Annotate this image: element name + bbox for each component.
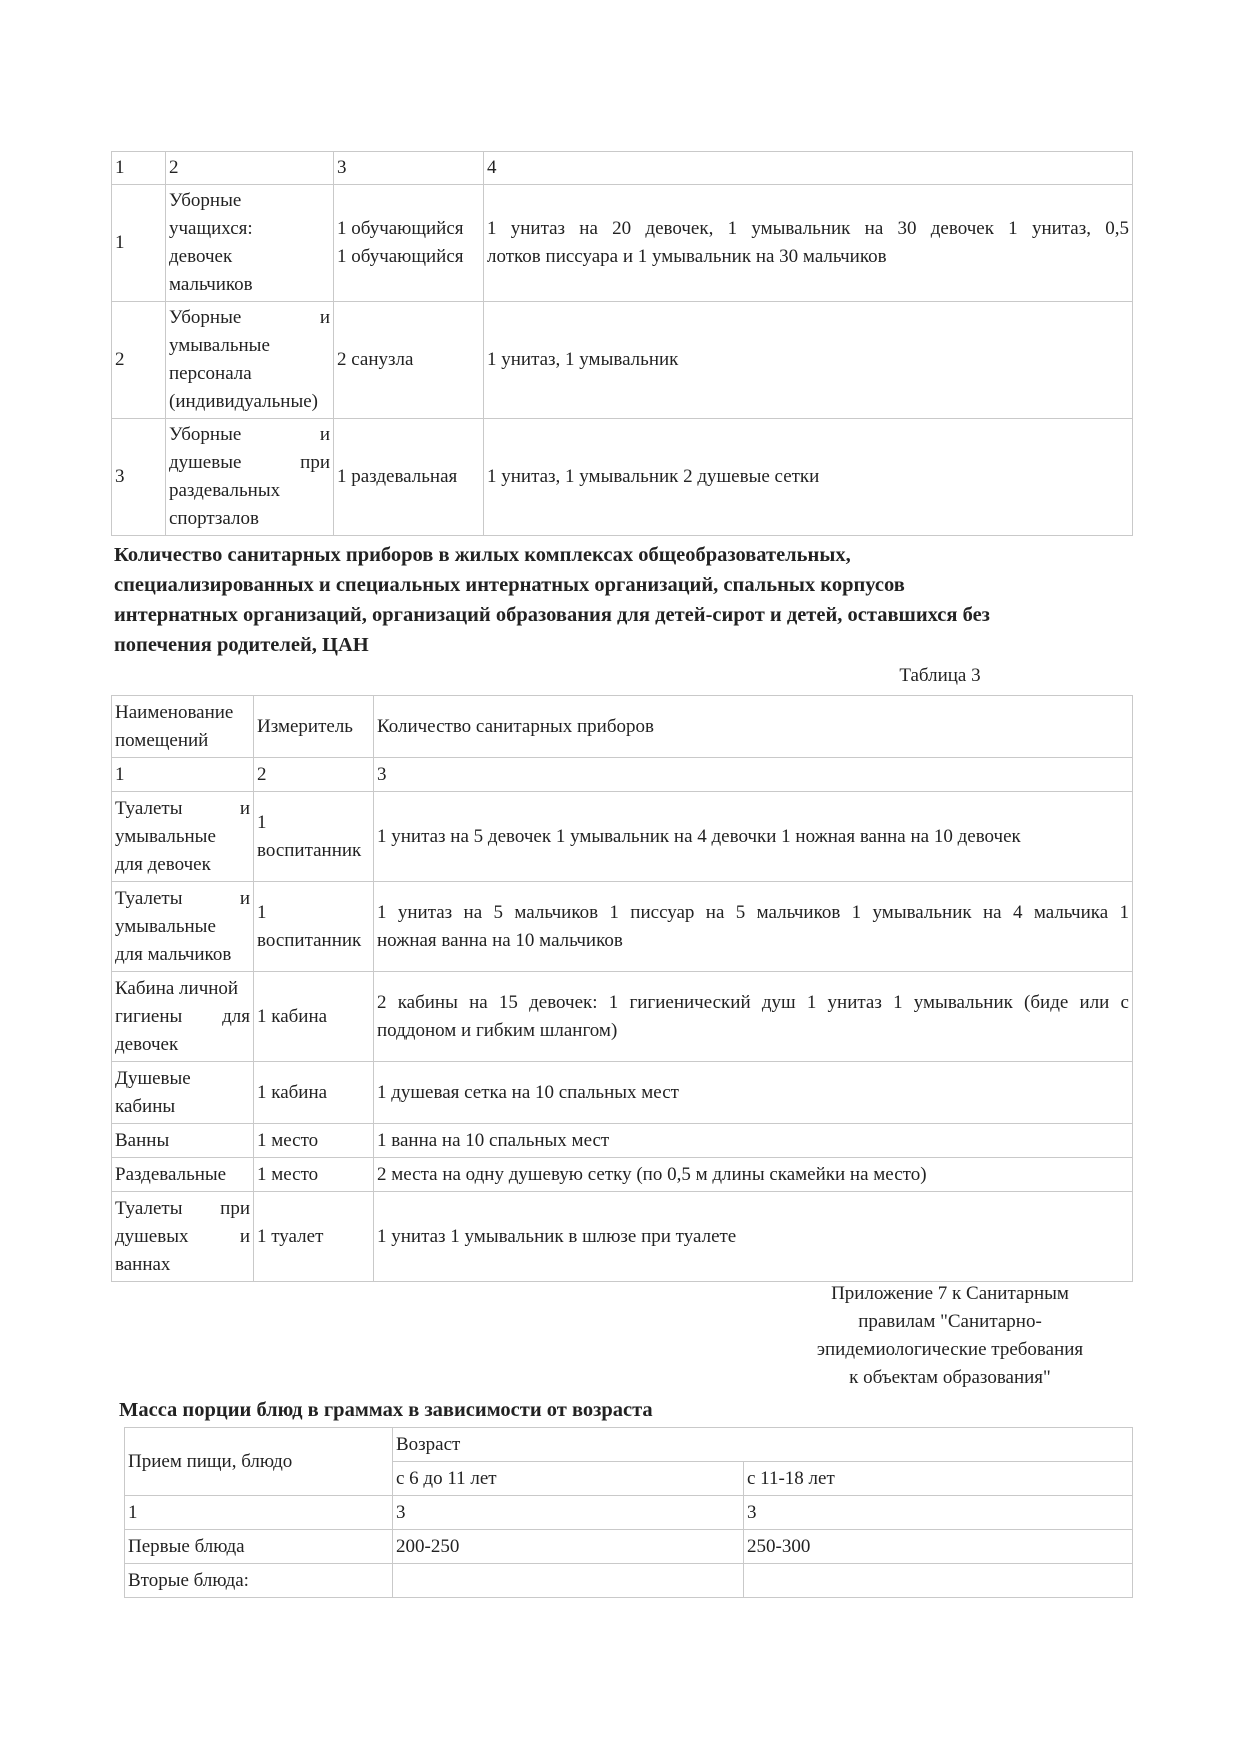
section-heading: Масса порции блюд в граммах в зависимости от возраста <box>119 1399 653 1421</box>
room-name <box>112 1062 254 1124</box>
col-number: 3 <box>744 1496 1133 1530</box>
text-line: для девочек <box>115 853 211 875</box>
table-row <box>112 302 1133 419</box>
quantity-cell <box>374 1192 1133 1282</box>
text-line: Уборные <box>169 190 242 211</box>
annex-note <box>790 1280 1110 1392</box>
table-row <box>112 882 1133 972</box>
quantity-cell <box>374 1158 1133 1192</box>
heading-line: попечения родителей, ЦАН <box>114 634 369 656</box>
table-row <box>112 1192 1133 1282</box>
table-row <box>112 419 1133 536</box>
text-line: девочек <box>169 246 233 267</box>
value-cell <box>393 1564 744 1598</box>
text-line: спортзалов <box>169 508 259 529</box>
table-label: Таблица 3 <box>899 665 981 686</box>
text-line: душевые при <box>169 452 330 473</box>
table-row <box>125 1564 1133 1598</box>
text-line: Раздевальные <box>115 1163 227 1185</box>
text-line: 1 обучающийся <box>337 218 464 239</box>
text-line: умывальные <box>169 335 270 356</box>
text-line: воспитанник <box>257 839 362 861</box>
table-row <box>112 792 1133 882</box>
text-line: кабины <box>115 1095 176 1117</box>
measure-cell <box>254 1124 374 1158</box>
text-line: душевых и <box>115 1225 250 1247</box>
value-cell: 250-300 <box>744 1530 1133 1564</box>
text-line: ножная ванна на 10 мальчиков <box>377 929 623 951</box>
quantity-cell <box>484 302 1133 419</box>
col-number: 1 <box>125 1496 393 1530</box>
header-cell: 4 <box>484 152 1133 185</box>
text-line: раздевальных <box>169 480 281 501</box>
dish-cell: Вторые блюда: <box>125 1564 393 1598</box>
table-row <box>125 1530 1133 1564</box>
col-number: 1 <box>112 758 254 792</box>
number-row <box>125 1496 1133 1530</box>
table-header-row <box>112 152 1133 185</box>
header-cell: Возраст <box>393 1428 1133 1462</box>
text-line: Туалеты и <box>115 797 250 819</box>
text-line: Ванны <box>115 1129 170 1151</box>
heading-line: Количество санитарных приборов в жилых комплексах общеобразовательных, <box>114 544 851 566</box>
table-row <box>112 1158 1133 1192</box>
text-line: 1 унитаз, 1 умывальник 2 душевые сетки <box>487 466 820 487</box>
measure-cell <box>254 972 374 1062</box>
text-line: учащихся: <box>169 218 253 239</box>
text-line: Уборные и <box>169 424 330 445</box>
text-line: ваннах <box>115 1253 171 1275</box>
text-line: 1 унитаз на 5 мальчиков 1 писсуар на 5 мальчиков 1 умывальник на 4 мальчика 1 <box>377 901 1129 923</box>
annex-line: правилам "Санитарно- <box>858 1311 1042 1332</box>
quantity-cell <box>374 882 1133 972</box>
sanitary-table-3 <box>111 695 1133 1282</box>
text-line: Уборные и <box>169 307 330 328</box>
sanitary-table-1 <box>111 151 1133 536</box>
measure-cell <box>254 882 374 972</box>
header-cell: 1 <box>112 152 166 185</box>
annex-line: эпидемиологические требования <box>816 1339 1084 1360</box>
text-line: 1 кабина <box>257 1005 328 1027</box>
text-line: Туалеты при <box>115 1197 250 1219</box>
measure-cell <box>254 1062 374 1124</box>
text-line: 1 место <box>257 1163 319 1185</box>
header-cell: с 11-18 лет <box>744 1462 1133 1496</box>
portion-table <box>124 1427 1133 1598</box>
text-line: 1 <box>257 901 267 923</box>
quantity-cell <box>374 792 1133 882</box>
text-line: 1 унитаз, 1 умывальник <box>487 349 679 370</box>
measure-cell <box>254 1158 374 1192</box>
text-line: 1 место <box>257 1129 319 1151</box>
table-row <box>112 972 1133 1062</box>
text-line: 2 санузла <box>337 349 414 370</box>
quantity-cell <box>484 419 1133 536</box>
table-header-row <box>125 1428 1133 1462</box>
text-line: умывальные <box>115 825 216 847</box>
text-line: Кабина личной <box>115 977 239 999</box>
measure-cell <box>254 792 374 882</box>
text-line: 1 ванна на 10 спальных мест <box>377 1129 610 1151</box>
section-heading <box>114 540 1154 660</box>
header-cell: 3 <box>334 152 484 185</box>
heading-line: интернатных организаций, организаций образования для детей-сирот и детей, оставшихся без <box>114 604 990 626</box>
room-name <box>112 792 254 882</box>
row-number: 2 <box>112 302 166 419</box>
text-line: гигиены для <box>115 1005 250 1027</box>
heading-line: специализированных и специальных интернатных организаций, спальных корпусов <box>114 574 905 596</box>
text-line: 1 туалет <box>257 1225 324 1247</box>
col-number: 3 <box>374 758 1133 792</box>
room-name <box>166 419 334 536</box>
col-number: 2 <box>254 758 374 792</box>
header-cell: Измеритель <box>254 696 374 758</box>
text-line: 1 унитаз на 20 девочек, 1 умывальник на 30 девочек 1 унитаз, 0,5 <box>487 218 1129 239</box>
number-row <box>112 758 1133 792</box>
table-row <box>112 1062 1133 1124</box>
room-name <box>112 972 254 1062</box>
text-line: девочек <box>115 1033 179 1055</box>
col-number: 3 <box>393 1496 744 1530</box>
text-line: 1 раздевальная <box>337 466 458 487</box>
table-header-row <box>112 696 1133 758</box>
text-line: мальчиков <box>169 274 253 295</box>
text-line: умывальные <box>115 915 216 937</box>
annex-line: к объектам образования" <box>849 1367 1051 1388</box>
header-cell: с 6 до 11 лет <box>393 1462 744 1496</box>
header-cell: Прием пищи, блюдо <box>125 1428 393 1496</box>
room-name <box>112 1124 254 1158</box>
text-line: 1 <box>257 811 267 833</box>
text-line: для мальчиков <box>115 943 232 965</box>
text-line: воспитанник <box>257 929 362 951</box>
room-name <box>166 185 334 302</box>
header-cell: 2 <box>166 152 334 185</box>
text-line: 1 кабина <box>257 1081 328 1103</box>
quantity-cell <box>374 1124 1133 1158</box>
room-name <box>112 882 254 972</box>
row-number: 1 <box>112 185 166 302</box>
text-line: Душевые <box>115 1067 191 1089</box>
measure-cell <box>334 302 484 419</box>
text-line: 1 унитаз 1 умывальник в шлюзе при туалете <box>377 1225 737 1247</box>
text-line: 1 душевая сетка на 10 спальных мест <box>377 1081 679 1103</box>
table-row <box>112 1124 1133 1158</box>
value-cell: 200-250 <box>393 1530 744 1564</box>
dish-cell: Первые блюда <box>125 1530 393 1564</box>
room-name <box>112 1158 254 1192</box>
quantity-cell <box>374 1062 1133 1124</box>
text-line: Наименование <box>115 701 234 723</box>
text-line: 1 обучающийся <box>337 246 464 267</box>
value-cell <box>744 1564 1133 1598</box>
quantity-cell <box>374 972 1133 1062</box>
text-line: (индивидуальные) <box>169 391 318 412</box>
room-name <box>166 302 334 419</box>
header-cell: Количество санитарных приборов <box>374 696 1133 758</box>
text-line: персонала <box>169 363 252 384</box>
measure-cell <box>334 419 484 536</box>
text-line: поддоном и гибким шлангом) <box>377 1019 618 1041</box>
text-line: 2 кабины на 15 девочек: 1 гигиенический душ 1 унитаз 1 умывальник (биде или с <box>377 991 1129 1013</box>
text-line: 2 места на одну душевую сетку (по 0,5 м длины скамейки на место) <box>377 1163 927 1185</box>
measure-cell <box>254 1192 374 1282</box>
annex-line: Приложение 7 к Санитарным <box>831 1283 1069 1304</box>
text-line: лотков писсуара и 1 умывальник на 30 мальчиков <box>487 246 887 267</box>
row-number: 3 <box>112 419 166 536</box>
header-cell <box>112 696 254 758</box>
text-line: Туалеты и <box>115 887 250 909</box>
measure-cell <box>334 185 484 302</box>
text-line: 1 унитаз на 5 девочек 1 умывальник на 4 девочки 1 ножная ванна на 10 девочек <box>377 825 1021 847</box>
quantity-cell <box>484 185 1133 302</box>
text-line: помещений <box>115 729 209 751</box>
table-row <box>112 185 1133 302</box>
room-name <box>112 1192 254 1282</box>
